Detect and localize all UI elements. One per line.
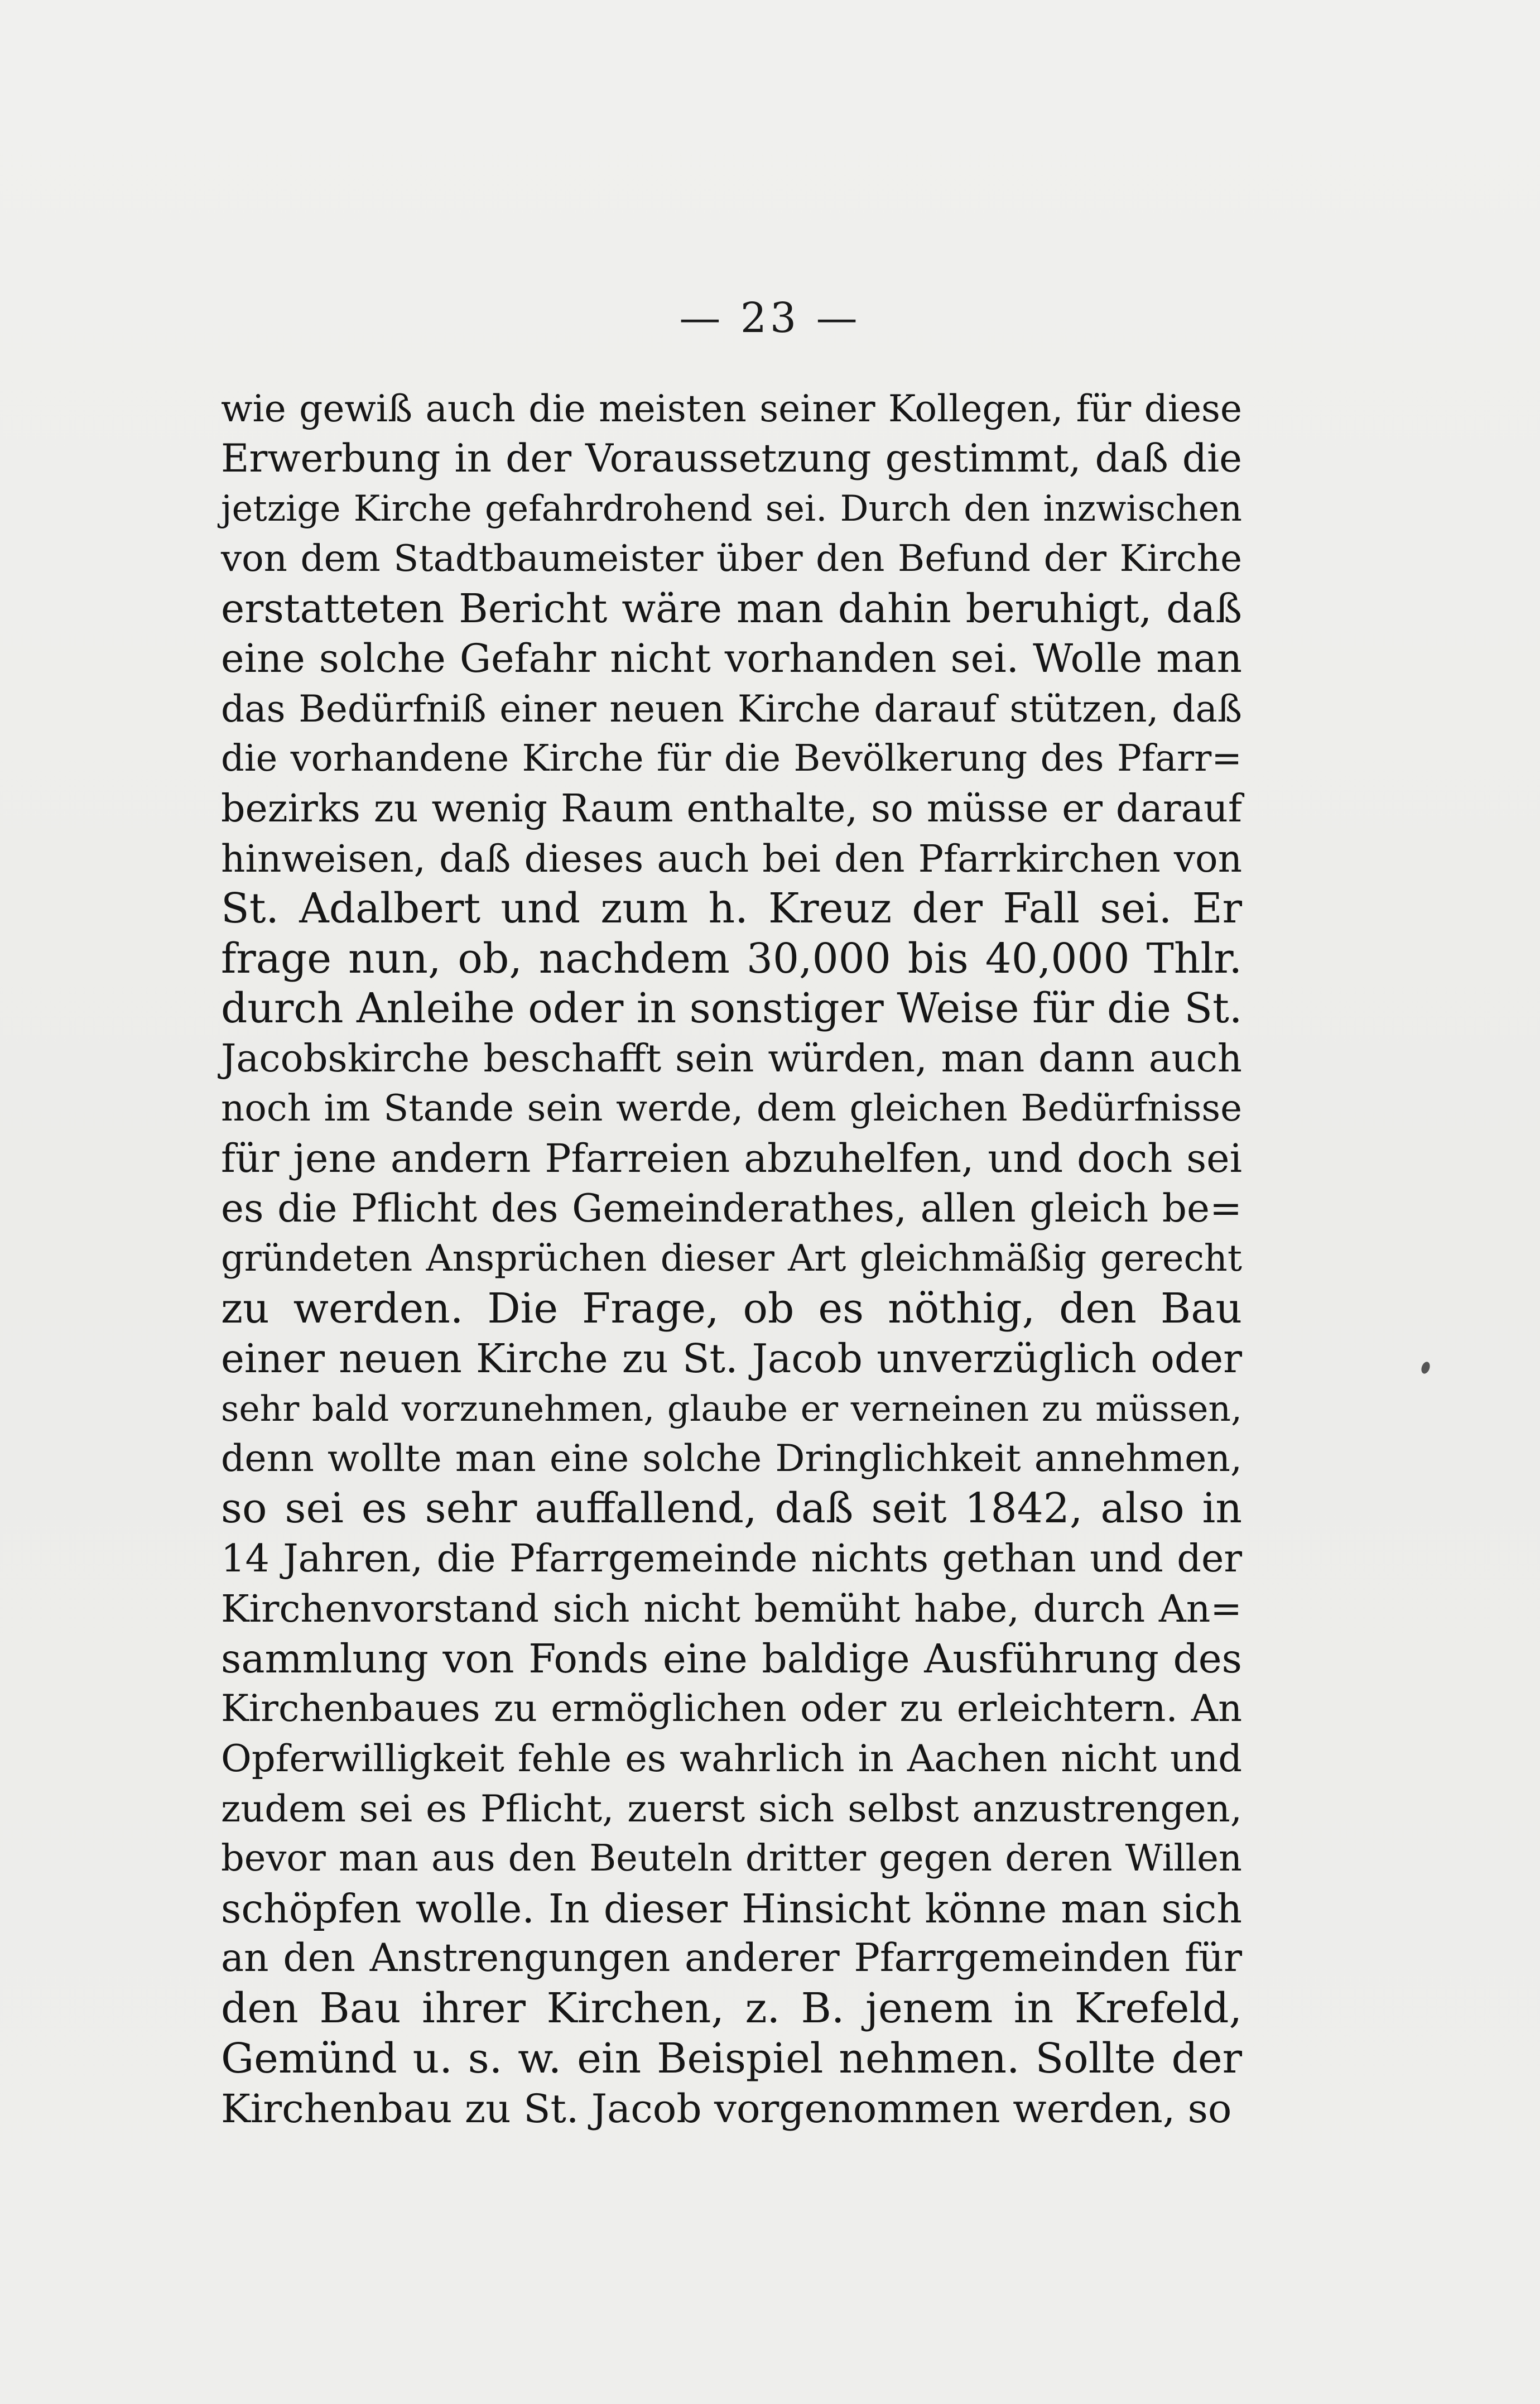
ink-speck (1420, 1360, 1432, 1374)
text-line: St. Adalbert und zum h. Kreuz der Fall sei. Er (221, 884, 1242, 932)
text-line: durch Anleihe oder in sonstiger Weise für die St. (221, 984, 1243, 1033)
text-line: das Bedürfniß einer neuen Kirche darauf stützen, daß (221, 687, 1242, 730)
text-line: Kirchenbaues zu ermöglichen oder zu erleichtern. An (221, 1686, 1242, 1730)
body-text (221, 384, 1242, 2134)
text-line: den Bau ihrer Kirchen, z. B. jenem in Krefeld, (221, 1984, 1242, 2032)
text-line: eine solche Gefahr nicht vorhanden sei. Wolle man (221, 635, 1242, 681)
page-number: — 23 — (679, 294, 861, 342)
text-line: wie gewiß auch die meisten seiner Kollegen, für diese (221, 387, 1242, 430)
text-line: Kirchenvorstand sich nicht bemüht habe, durch An= (221, 1586, 1242, 1631)
text-line: zu werden. Die Frage, ob es nöthig, den Bau (221, 1284, 1242, 1333)
text-line: die vorhandene Kirche für die Bevölkerung des Pfarr= (221, 737, 1242, 780)
text-line: jetzige Kirche gefahrdrohend sei. Durch den inzwischen (221, 488, 1242, 530)
text-line: von dem Stadtbaumeister über den Befund der Kirche (221, 537, 1242, 580)
text-line: bezirks zu wenig Raum enthalte, so müsse er darauf (221, 786, 1242, 831)
text-line: so sei es sehr auffallend, daß seit 1842, also in (221, 1484, 1242, 1533)
text-line: Gemünd u. s. w. ein Beispiel nehmen. Sollte der (221, 2034, 1242, 2083)
text-line: noch im Stande sein werde, dem gleichen Bedürfnisse (221, 1087, 1242, 1130)
text-line: hinweisen, daß dieses auch bei den Pfarrkirchen von (221, 836, 1242, 881)
text-line: sammlung von Fonds eine baldige Ausführung des (221, 1635, 1242, 1682)
text-line: für jene andern Pfarreien abzuhelfen, und doch sei (221, 1135, 1242, 1181)
text-line: Opferwilligkeit fehle es wahrlich in Aachen nicht und (221, 1737, 1242, 1781)
text-line: denn wollte man eine solche Dringlichkeit annehmen, (221, 1437, 1242, 1480)
text-line: an den Anstrengungen anderer Pfarrgemeinden für (221, 1936, 1242, 1981)
text-line: 14 Jahren, die Pfarrgemeinde nichts gethan und der (221, 1536, 1242, 1581)
text-line: gründeten Ansprüchen dieser Art gleichmäßig gerecht (221, 1238, 1242, 1280)
text-line: einer neuen Kirche zu St. Jacob unverzüglich oder (221, 1335, 1242, 1382)
text-line: bevor man aus den Beuteln dritter gegen deren Willen (221, 1837, 1242, 1880)
text-line: es die Pflicht des Gemeinderathes, allen gleich be= (221, 1186, 1242, 1231)
text-line: frage nun, ob, nachdem 30,000 bis 40,000 Thlr. (221, 934, 1242, 983)
text-line: Kirchenbau zu St. Jacob vorgenommen werden, so (221, 2085, 1232, 2132)
text-line: erstatteten Bericht wäre man dahin beruhigt, daß (221, 585, 1242, 632)
text-line: schöpfen wolle. In dieser Hinsicht könne man sich (221, 1885, 1242, 1932)
text-line: Jacobskirche beschafft sein würden, man dann auch (221, 1036, 1242, 1081)
text-line: zudem sei es Pflicht, zuerst sich selbst anzustrengen, (221, 1786, 1242, 1830)
text-line: sehr bald vorzunehmen, glaube er verneinen zu müssen, (221, 1388, 1242, 1429)
text-line: Erwerbung in der Voraussetzung gestimmt, daß die (221, 436, 1242, 481)
